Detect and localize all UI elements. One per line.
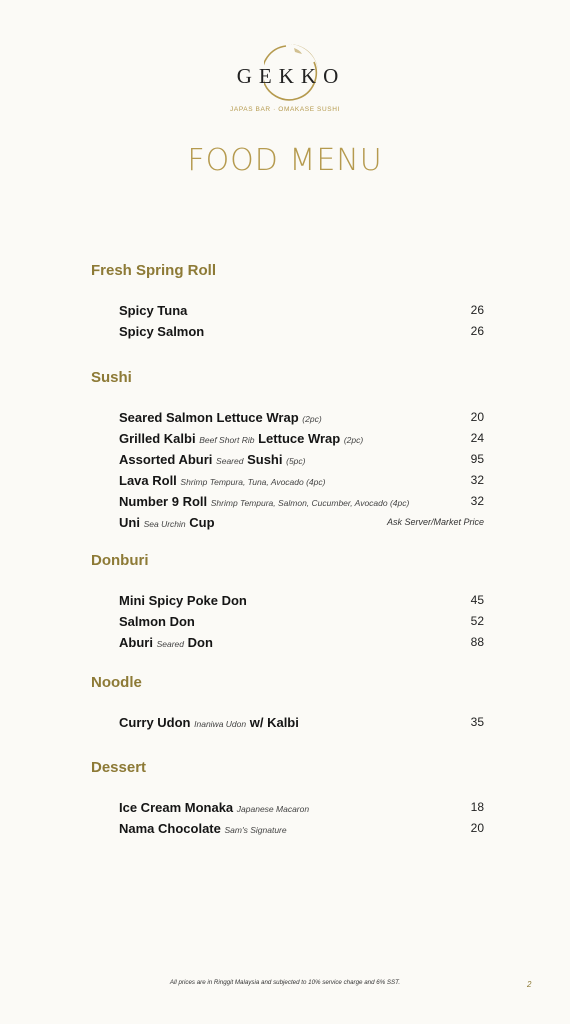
item-name: Seared Salmon Lettuce Wrap	[119, 410, 299, 425]
item-note: Shrimp Tempura, Salmon, Cucumber, Avocado (4pc)	[210, 498, 410, 508]
menu-item	[91, 632, 491, 653]
item-price: 45	[470, 593, 484, 607]
section-heading: Fresh Spring Roll	[91, 262, 217, 279]
section-heading: Sushi	[91, 369, 132, 386]
item-name: Aburi	[119, 635, 153, 650]
section-heading: Dessert	[91, 759, 147, 776]
item-name: Curry Udon	[119, 715, 191, 730]
menu-item	[91, 300, 491, 321]
menu-item	[91, 818, 491, 839]
item-price: 32	[470, 494, 484, 508]
item-price: 35	[470, 715, 484, 729]
item-price: 26	[470, 324, 484, 338]
item-name: Cup	[189, 515, 215, 530]
brand-logo	[0, 40, 570, 120]
item-name: Salmon Don	[119, 614, 195, 629]
section-heading: Noodle	[91, 674, 142, 691]
item-name: Sushi	[247, 452, 283, 467]
brand-name: GEKKO	[236, 64, 346, 88]
item-name: Grilled Kalbi	[119, 431, 196, 446]
item-name: Don	[187, 635, 213, 650]
menu-item	[91, 449, 491, 470]
item-price: 52	[470, 614, 484, 628]
item-name: Uni	[119, 515, 140, 530]
item-name: Number 9 Roll	[119, 494, 208, 509]
item-note: (2pc)	[302, 414, 322, 424]
menu-item	[91, 712, 491, 733]
item-name: Nama Chocolate	[119, 821, 221, 836]
menu-item	[91, 407, 491, 428]
item-note: Japanese Macaron	[236, 804, 310, 814]
item-note: Inaniwa Udon	[194, 719, 247, 729]
item-name: Ice Cream Monaka	[119, 800, 234, 815]
page-title: FOOD MENU	[187, 143, 383, 178]
item-name: w/ Kalbi	[249, 715, 299, 730]
menu-item	[91, 590, 491, 611]
item-note: Seared	[156, 639, 184, 649]
item-price: 26	[470, 303, 484, 317]
menu-item	[91, 491, 491, 512]
menu-item	[91, 321, 491, 342]
item-note: Shrimp Tempura, Tuna, Avocado (4pc)	[180, 477, 326, 487]
item-price: 88	[470, 635, 484, 649]
item-note: Sea Urchin	[143, 519, 186, 529]
item-price: 18	[470, 800, 484, 814]
item-price: 24	[470, 431, 484, 445]
item-name: Lettuce Wrap	[258, 431, 341, 446]
item-name: Lava Roll	[119, 473, 177, 488]
item-name: Spicy Salmon	[119, 324, 205, 339]
menu-section	[91, 369, 491, 533]
menu-item	[91, 611, 491, 632]
menu-section	[91, 262, 491, 342]
page-number: 2	[527, 980, 532, 989]
menu-item	[91, 470, 491, 491]
item-note: Seared	[216, 456, 244, 466]
menu-item	[91, 797, 491, 818]
item-note: Sam's Signature	[224, 825, 287, 835]
item-note: Beef Short Rib	[199, 435, 255, 445]
item-note: (5pc)	[286, 456, 306, 466]
menu-section	[91, 674, 491, 733]
item-name: Mini Spicy Poke Don	[119, 593, 247, 608]
item-price: 20	[470, 410, 484, 424]
menu-item	[91, 512, 491, 533]
item-note: (2pc)	[343, 435, 364, 445]
item-price: 32	[470, 473, 484, 487]
brand-tagline: JAPAS BAR · OMAKASE SUSHI	[230, 106, 340, 113]
menu-section	[91, 552, 491, 653]
item-price: Ask Server/Market Price	[386, 517, 484, 527]
menu-item	[91, 428, 491, 449]
item-price: 20	[470, 821, 484, 835]
menu-section	[91, 759, 491, 839]
item-name: Spicy Tuna	[119, 303, 188, 318]
item-price: 95	[470, 452, 484, 466]
price-disclaimer: All prices are in Ringgit Malaysia and subjected to 10% service charge and 6% SST.	[169, 979, 401, 986]
section-heading: Donburi	[91, 552, 149, 569]
item-name: Assorted Aburi	[119, 452, 213, 467]
